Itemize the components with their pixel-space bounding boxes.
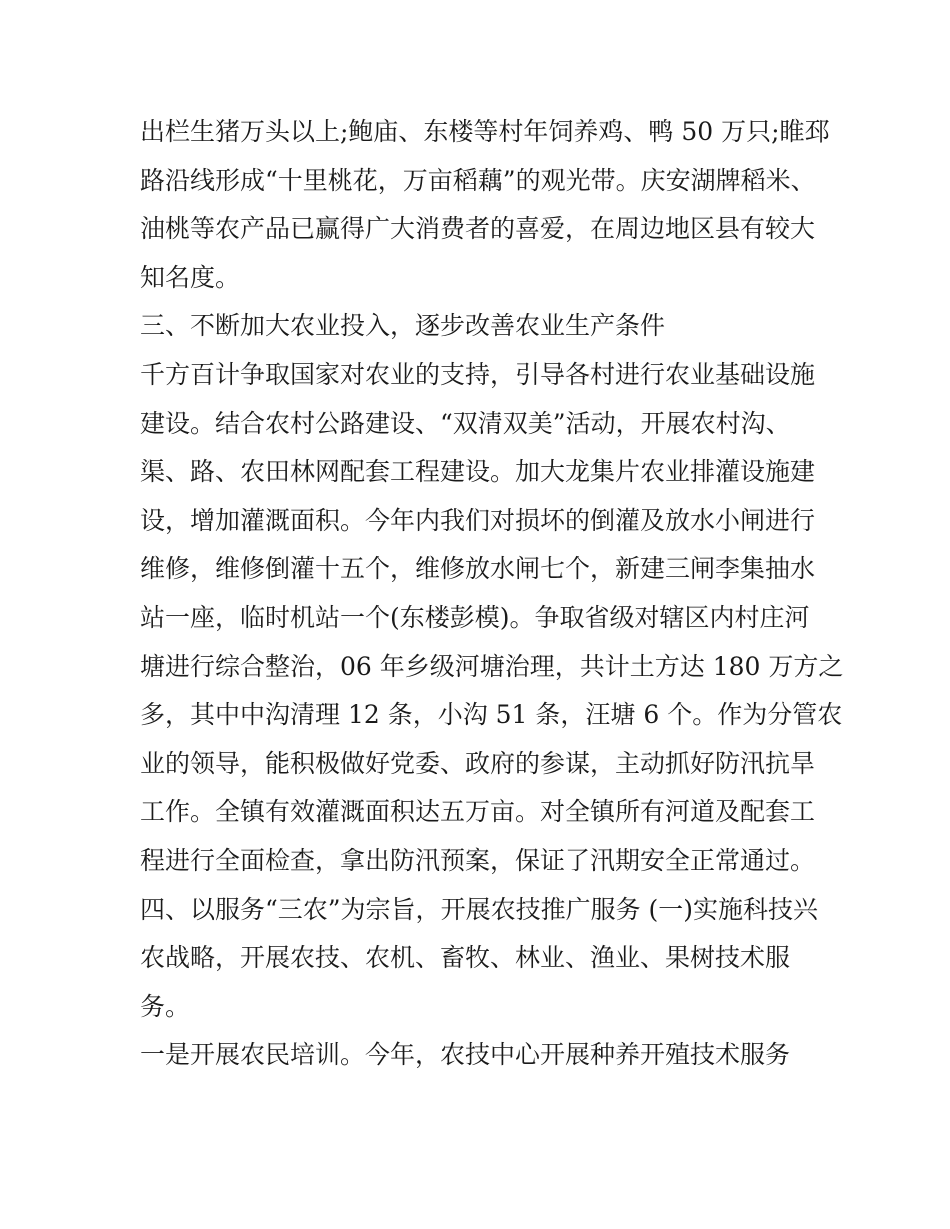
document-body (140, 108, 844, 1080)
text-line: 多，其中中沟清理 12 条，小沟 51 条，汪塘 6 个。作为分管农 (140, 700, 843, 730)
text-line: 塘进行综合整治，06 年乡级河塘治理，共计土方达 180 万方之 (140, 651, 844, 681)
text-line: 路沿线形成“十里桃花，万亩稻藕”的观光带。庆安湖牌稻米、 (140, 165, 816, 195)
text-line: 一是开展农民培训。今年，农技中心开展种养开殖技术服务 (140, 1040, 791, 1070)
text-line: 油桃等农产品已赢得广大消费者的喜爱，在周边地区县有较大 (140, 214, 816, 244)
text-line: 农战略，开展农技、农机、畜牧、林业、渔业、果树技术服 (140, 943, 791, 973)
text-line: 程进行全面检查，拿出防汛预案，保证了汛期安全正常通过。 (140, 845, 816, 875)
text-line: 维修，维修倒灌十五个，维修放水闸七个，新建三闸李集抽水 (140, 554, 816, 584)
text-line: 站一座，临时机站一个(东楼彭模)。争取省级对辖区内村庄河 (140, 602, 810, 632)
text-line: 业的领导，能积极做好党委、政府的参谋，主动抓好防汛抗旱 (140, 748, 816, 778)
text-line: 渠、路、农田林网配套工程建设。加大龙集片农业排灌设施建 (140, 457, 816, 487)
text-line: 千方百计争取国家对农业的支持，引导各村进行农业基础设施 (140, 359, 816, 389)
text-line: 工作。全镇有效灌溉面积达五万亩。对全镇所有河道及配套工 (140, 797, 816, 827)
text-line: 知名度。 (140, 262, 241, 292)
text-line: 出栏生猪万头以上;鲍庙、东楼等村年饲养鸡、鸭 50 万只;睢邳 (140, 117, 830, 146)
text-line: 建设。结合农村公路建设、“双清双美”活动，开展农村沟、 (140, 408, 791, 438)
section-heading: 三、不断加大农业投入，逐步改善农业生产条件 (140, 311, 666, 341)
section-heading: 四、以服务“三农”为宗旨，开展农技推广服务 (一)实施科技兴 (140, 894, 819, 924)
text-line: 务。 (140, 991, 191, 1021)
text-line: 设，增加灌溉面积。今年内我们对损坏的倒灌及放水小闸进行 (140, 505, 816, 535)
